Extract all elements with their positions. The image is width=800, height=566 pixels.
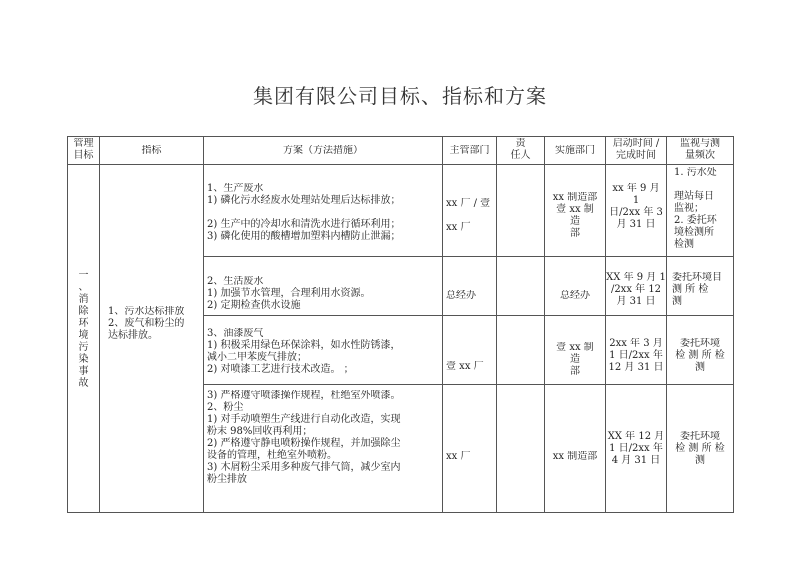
impl-row-1: xx 制造部 壹 xx 制 造 部: [552, 192, 598, 239]
impl-row-4: xx 制造部: [552, 451, 598, 462]
header-divider: [67, 164, 734, 165]
col-divider-2: [203, 136, 204, 513]
freq-row-4: 委托环境 检 测 所 检 测: [675, 431, 725, 466]
table-border-top: [67, 136, 734, 137]
time-row-3: 2xx 年 3 月 1 日/2xx 年 12 月 31 日: [608, 338, 664, 373]
header-time: 启动时间 / 完成时间: [612, 138, 660, 161]
plan-row-4: 3) 严格遵守喷漆操作规程，杜绝室外喷漆。 2、粉尘 1) 对手动喷塑生产线进行自动化改造，实现 粉末 98%回收再利用； 2) 严格遵守静电喷粉操作规程，并加强除尘 设备的管理，杜绝室外喷粉。 3) 木屑粉尘采用多种废气排气筒，减少室内 粉尘排放: [207, 390, 401, 485]
table-border-left: [67, 136, 68, 513]
row-divider-3: [203, 384, 734, 385]
table-border-bottom: [67, 512, 734, 513]
header-impl: 实施部门: [555, 145, 595, 156]
dept-row-2: 总经办: [446, 290, 476, 301]
plan-row-3: 3、油漆废气 1) 积极采用绿色环保涂料，如水性防锈漆， 减小二甲苯废气排放； 2) 对喷漆工艺进行技术改造。 ；: [207, 328, 401, 375]
table-border-right: [733, 136, 734, 513]
dept-row-1: xx 厂 / 壹 xx 厂: [446, 198, 491, 233]
indicator-text: 1、污水达标排放 2、废气和粉尘的 达标排放。: [108, 306, 185, 341]
dept-row-4: xx 厂: [446, 451, 471, 462]
freq-row-2: 委托环境目 测 所 检 测: [672, 272, 722, 307]
col-divider-1: [99, 136, 100, 513]
row-divider-1: [203, 256, 734, 257]
col-divider-7: [666, 136, 667, 513]
management-target: 一 、 消 除 环 境 污 染 事 故: [78, 270, 89, 389]
col-divider-4: [496, 136, 497, 513]
col-divider-5: [544, 136, 545, 513]
freq-row-3: 委托环境 检 测 所 检 测: [675, 338, 725, 373]
col-divider-6: [605, 136, 606, 513]
time-row-1: xx 年 9 月 1 日/2xx 年 3 月 31 日: [609, 183, 663, 230]
document-title: 集团有限公司目标、指标和方案: [253, 84, 547, 108]
freq-row-1: 1. 污水处 理站每日 监视； 2. 委托环 境检测所 检测: [674, 167, 717, 250]
dept-row-3: 壹 xx 厂: [446, 361, 484, 372]
time-row-2: XX 年 9 月 1 /2xx 年 12 月 31 日: [606, 272, 666, 307]
time-row-4: XX 年 12 月 1 日/2xx 年 4 月 31 日: [607, 431, 665, 466]
plan-row-2: 2、生活废水 1) 加强节水管理，合理利用水资源。 2) 定期检查供水设施: [207, 276, 371, 311]
header-freq: 监视与测 量频次: [680, 138, 720, 161]
row-divider-2: [203, 315, 734, 316]
header-person: 责 任人: [510, 138, 531, 161]
header-dept: 主管部门: [449, 145, 490, 156]
header-indicator: 指标: [141, 145, 162, 156]
plan-row-1: 1、生产废水 1) 磷化污水经废水处理站处理后达标排放； 2) 生产中的冷却水和清洗水进行循环利用； 3) 磷化使用的酸槽增加塑料内槽防止泄漏；: [207, 183, 401, 242]
header-plan: 方案（方法措施）: [283, 145, 363, 156]
impl-row-2: 总经办: [560, 290, 590, 301]
impl-row-3: 壹 xx 制 造 部: [556, 342, 594, 377]
col-divider-3: [442, 136, 443, 513]
header-target: 管理 目标: [73, 138, 94, 161]
